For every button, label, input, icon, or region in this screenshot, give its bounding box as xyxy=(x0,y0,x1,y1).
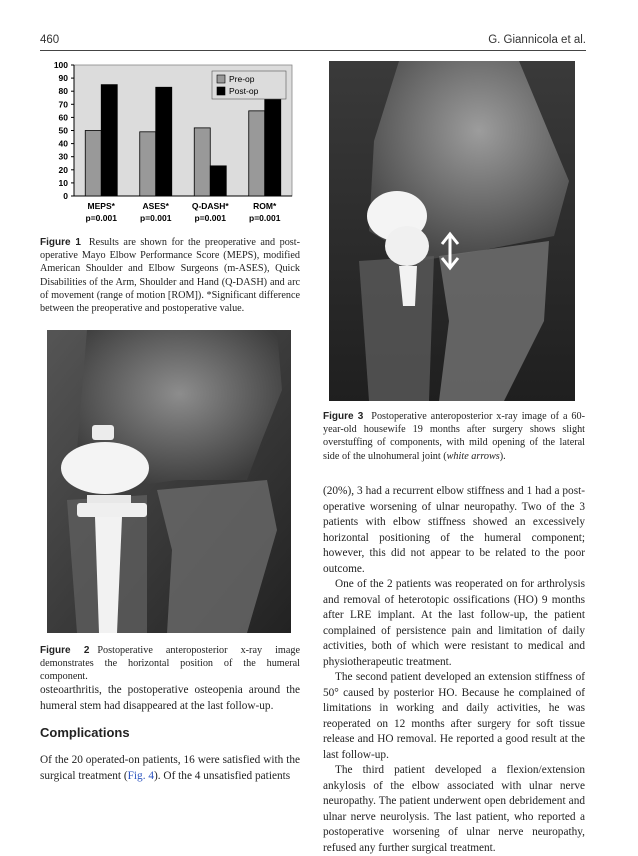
figure-2-caption xyxy=(40,644,300,684)
bar-post-op-1 xyxy=(156,87,172,196)
bar-pre-op-1 xyxy=(140,132,156,196)
paragraph-stiffness: (20%), 3 had a recurrent elbow stiffness and 1 had a post-operative worsening of ulnar neuropathy. Two of the 3 patients with elbow stiffness showed an excessively horizontal positioning of the humeral component; however, this did not appear to be related to the poor outcome. xyxy=(323,485,585,575)
left-column-complications xyxy=(40,753,300,784)
paragraph-third-patient: The third patient developed a flexion/extension ankylosis of the elbow associated with ulnar nerve neuropathy. The patient underwent open debridement and ulnar nerve neurolysis. The last patient, who reported a postoperative worsening of ulnar nerve neuropathy, refused any further surgical treatment. xyxy=(323,764,585,854)
figure-2-label: Figure 2 xyxy=(40,645,90,656)
y-tick-label: 30 xyxy=(58,151,68,162)
legend-label: Pre-op xyxy=(229,74,255,84)
y-tick-label: 60 xyxy=(58,112,68,123)
bar-pre-op-3 xyxy=(249,111,265,196)
figure-1-chart xyxy=(40,57,300,229)
figure-3-xray-image xyxy=(329,61,575,401)
complications-text-2: ). Of the 4 unsatisfied patients xyxy=(154,769,291,782)
section-heading-complications: Complications xyxy=(40,725,130,740)
y-tick-label: 70 xyxy=(58,99,68,110)
legend-label: Post-op xyxy=(229,86,259,96)
paragraph-reoperation: One of the 2 patients was reoperated on for arthrolysis and removal of heterotopic ossifications (HO) 9 months after LRE implant. At the last follow-up, the patient complained of persistence pain and limitation of daily activities, both of which were resistant to medical and physiotherapeutic treatment. xyxy=(323,578,585,668)
y-tick-label: 80 xyxy=(58,86,68,97)
complications-text-1: Of the 20 operated-on patients, 16 were satisfied with the surgical treatment ( xyxy=(40,754,300,782)
figure-3-italic: white arrows xyxy=(446,450,500,462)
bar-pre-op-2 xyxy=(194,128,210,196)
paragraph-second-patient: The second patient developed an extension stiffness of 50° caused by posterior HO. Because he complained of limitations in working and daily activities, he was reoperated on 12 months after surgery for soft tissue release and HO removal. He reported a good result at the last follow-up. xyxy=(323,671,585,761)
category-label: ROM* xyxy=(253,201,277,211)
p-value-label: p=0.001 xyxy=(85,213,117,223)
left-column-intro xyxy=(40,683,300,714)
y-tick-label: 90 xyxy=(58,73,68,84)
figure-1-label: Figure 1 xyxy=(40,237,81,248)
y-tick-label: 20 xyxy=(58,164,68,175)
paragraph-complications xyxy=(40,753,300,784)
figure-3-caption xyxy=(323,410,585,463)
right-column-text xyxy=(323,484,585,856)
bar-post-op-2 xyxy=(210,166,226,196)
bar-chart xyxy=(40,57,300,229)
category-label: ASES* xyxy=(142,201,169,211)
figure-2-xray-image xyxy=(47,330,291,633)
p-value-label: p=0.001 xyxy=(140,213,172,223)
paragraph-osteoarthritis: osteoarthritis, the postoperative osteopenia around the humeral stem had disappeared at the last follow-up. xyxy=(40,684,300,712)
fig-4-link[interactable]: Fig. 4 xyxy=(127,769,154,782)
y-tick-label: 100 xyxy=(53,60,68,70)
bar-pre-op-0 xyxy=(85,131,101,197)
p-value-label: p=0.001 xyxy=(194,213,226,223)
bar-post-op-0 xyxy=(101,85,117,196)
figure-3-text-end: ). xyxy=(499,450,506,462)
figure-3-text: Postoperative anteroposterior x-ray image of a 60-year-old housewife 19 months after surgery shows slight overstuffing of components, with mild opening of the lateral side of the ulnohumeral joint ( xyxy=(323,411,585,462)
figure-2-text: Postoperative anteroposterior x-ray image demonstrates the horizontal position of the humeral component. xyxy=(40,645,300,683)
y-tick-label: 10 xyxy=(58,177,68,188)
page-number: 460 xyxy=(40,34,60,46)
category-label: Q-DASH* xyxy=(191,201,229,211)
figure-1-text: Results are shown for the preoperative and post-operative Mayo Elbow Performance Score (MEPS), modified American Shoulder and Elbow Surgeons (m-ASES), Quick Disabilities of the Arm, Shoulder and Hand (Q-DASH) and arc of movement (range of motion [ROM]). *Significant difference between the preoperative and postoperative value. xyxy=(40,237,300,315)
y-tick-label: 0 xyxy=(63,191,68,201)
y-tick-label: 50 xyxy=(58,125,68,136)
category-label: MEPS* xyxy=(87,201,115,211)
p-value-label: p=0.001 xyxy=(249,213,281,223)
figure-3-label: Figure 3 xyxy=(323,411,364,422)
y-tick-label: 40 xyxy=(58,138,68,149)
figure-1-caption xyxy=(40,236,300,315)
legend-swatch xyxy=(217,75,225,83)
header-rule xyxy=(40,50,586,51)
running-header-authors: G. Giannicola et al. xyxy=(488,34,586,46)
legend-swatch xyxy=(217,87,225,95)
